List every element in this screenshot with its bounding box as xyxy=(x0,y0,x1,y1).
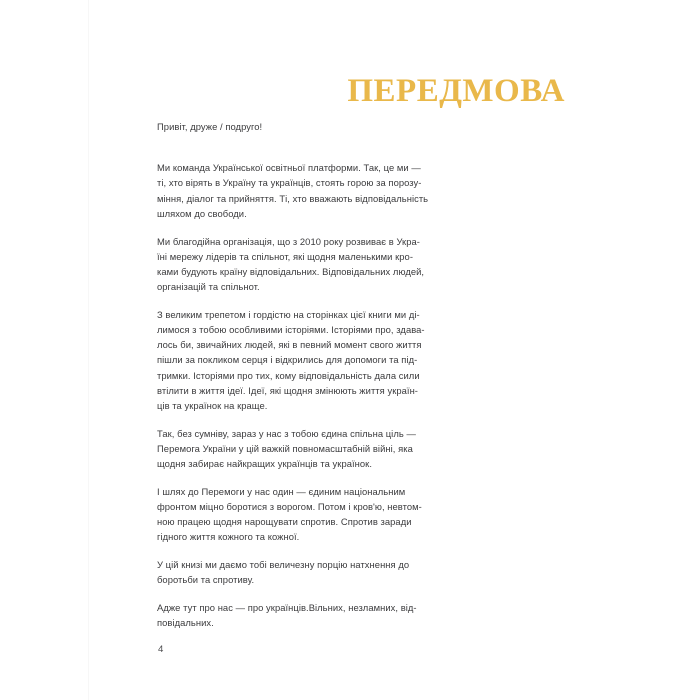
paragraph-line: фронтом міцно боротися з ворогом. Потом і кров'ю, невтом- xyxy=(157,501,422,513)
paragraph xyxy=(157,600,447,630)
paragraph-line: ною працею щодня нарощувати спротив. Спротив заради xyxy=(157,516,412,528)
page-number: 4 xyxy=(158,644,164,655)
paragraph-line: міння, діалог та прийняття. Ті, хто вважають відповідальність xyxy=(157,192,429,204)
paragraph-line: лось би, звичайних людей, які в певний момент свого життя xyxy=(157,339,422,351)
paragraph-line: лимося з тобою особливими історіями. Історіями про, здава- xyxy=(157,324,425,336)
paragraph-line: ців та українок на краще. xyxy=(157,400,268,412)
paragraph-line: щодня забирає найкращих українців та українок. xyxy=(157,458,373,470)
paragraph-line: тримки. Історіями про тих, кому відповідальність дала сили xyxy=(157,369,420,381)
paragraph-line: гідного життя кожного та кожної. xyxy=(157,531,300,543)
paragraph xyxy=(157,234,447,295)
paragraph-line: повідальних. xyxy=(157,617,214,629)
paragraph-line: У цій книзі ми даємо тобі величезну порцію натхнення до xyxy=(157,559,410,571)
paragraph-line: Так, без сумніву, зараз у нас з тобою єдина спільна ціль — xyxy=(157,427,416,439)
paragraph-line: Ми благодійна організація, що з 2010 року розвиває в Укра- xyxy=(157,235,420,247)
paragraph-line: І шлях до Перемоги у нас один — єдиним національним xyxy=(157,485,406,497)
paragraph-line: організацій та спільнот. xyxy=(157,281,260,293)
paragraph-line: шляхом до свободи. xyxy=(157,207,247,219)
paragraph xyxy=(157,307,447,413)
paragraph-line: Ми команда Української освітньої платформи. Так, це ми — xyxy=(157,162,421,174)
page-title: ПЕРЕДМОВА xyxy=(347,73,565,110)
paragraph-line: ті, хто вірять в Україну та українців, стоять горою за порозу- xyxy=(157,177,422,189)
paragraph-line: ками будують країну відповідальних. Відповідальних людей, xyxy=(157,265,425,277)
paragraph xyxy=(157,426,447,472)
paragraph-line: Адже тут про нас — про українців.Вільних, незламних, від- xyxy=(157,602,417,614)
paragraph xyxy=(157,484,447,545)
paragraph-line: втілити в життя ідеї. Ідеї, які щодня змінюють життя україн- xyxy=(157,384,418,396)
paragraph xyxy=(157,557,447,587)
paragraph-line: Перемога України у цій важкій повномасштабній війні, яка xyxy=(157,442,413,454)
paragraph xyxy=(157,160,447,221)
paragraph-line: пішли за покликом серця і відкрились для допомоги та під- xyxy=(157,354,418,366)
paragraph-line: їні мережу лідерів та спільнот, які щодня маленькими кро- xyxy=(157,250,414,262)
paragraph-list xyxy=(157,160,447,630)
paragraph-line: З великим трепетом і гордістю на сторінках цієї книги ми ді- xyxy=(157,308,420,320)
body-text-block xyxy=(157,119,447,630)
greeting-line: Привіт, друже / подруго! xyxy=(157,121,263,132)
paragraph-line: боротьби та спротиву. xyxy=(157,574,255,586)
